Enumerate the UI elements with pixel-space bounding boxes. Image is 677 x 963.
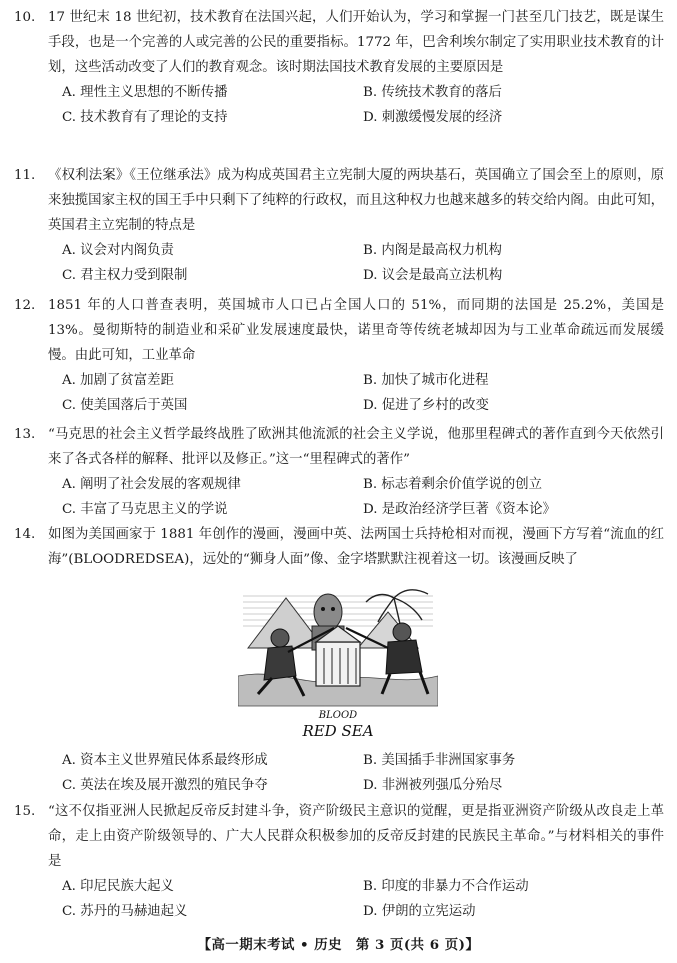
options [14, 472, 664, 522]
option-c[interactable]: C. 英法在埃及展开激烈的殖民争夺 [62, 778, 268, 793]
question-stem: 17 世纪末 18 世纪初，技术教育在法国兴起，人们开始认为，学习和掌握一门甚至几门技艺，既是谋生手段，也是一个完善的人或完善的公民的重要指标。1772 年，巴舍利埃尔制定了实用职业技术教育的计划，这些活动改变了人们的教育观念。该时期法国技术教育发展的主要原因是 [48, 10, 664, 75]
question-number: 11. [14, 168, 36, 183]
option-c[interactable]: C. 君主权力受到限制 [62, 268, 188, 283]
option-a[interactable]: A. 印尼民族大起义 [62, 879, 174, 894]
option-d[interactable]: D. 伊朗的立宪运动 [363, 904, 476, 919]
option-d[interactable]: D. 是政治经济学巨著《资本论》 [363, 502, 556, 517]
option-c[interactable]: C. 苏丹的马赫迪起义 [62, 904, 188, 919]
question-number: 12. [14, 298, 36, 313]
option-b[interactable]: B. 美国插手非洲国家事务 [363, 753, 516, 768]
question-number: 15. [14, 804, 36, 819]
option-d[interactable]: D. 议会是最高立法机构 [363, 268, 503, 283]
question-15 [14, 799, 664, 924]
page-footer: 【高一期末考试 • 历史 第 3 页(共 6 页)】 [197, 937, 480, 953]
question-stem: “这不仅指亚洲人民掀起反帝反封建斗争，资产阶级民主意识的觉醒，更是指亚洲资产阶级从改良走上革命，走上由资产阶级领导的、广大人民群众积极参加的反帝反封建的民族民主革命。”与材料相关的事件是 [48, 804, 664, 869]
option-b[interactable]: B. 标志着剩余价值学说的创立 [363, 477, 543, 492]
question-10 [14, 5, 664, 130]
question-13 [14, 422, 664, 522]
question-number: 13. [14, 427, 36, 442]
question-stem: “马克思的社会主义哲学最终战胜了欧洲其他流派的社会主义学说，他那里程碑式的著作直到今天依然引来了各式各样的解释、批评以及修正。”这一“里程碑式的著作” [48, 427, 664, 467]
option-b[interactable]: B. 印度的非暴力不合作运动 [363, 879, 529, 894]
question-14-options [14, 748, 664, 798]
question-12 [14, 293, 664, 418]
option-a[interactable]: A. 加剧了贫富差距 [62, 373, 174, 388]
options [14, 368, 664, 418]
cartoon-caption-line2: RED SEA [302, 722, 374, 740]
option-b[interactable]: B. 传统技术教育的落后 [363, 85, 502, 100]
option-c[interactable]: C. 使美国落后于英国 [62, 398, 188, 413]
question-stem: 1851 年的人口普查表明，英国城市人口已占全国人口的 51%，而同期的法国是 25.2%，美国是 13%。曼彻斯特的制造业和采矿业发展速度最快，诺里奇等传统老城却因为与工业革命疏远而发展缓慢。由此可知，工业革命 [48, 298, 664, 363]
option-d[interactable]: D. 刺激缓慢发展的经济 [363, 110, 503, 125]
option-a[interactable]: A. 资本主义世界殖民体系最终形成 [62, 753, 268, 768]
options [14, 80, 664, 130]
question-number: 10. [14, 10, 36, 25]
option-d[interactable]: D. 非洲被列强瓜分殆尽 [363, 778, 503, 793]
options [14, 238, 664, 288]
option-c[interactable]: C. 丰富了马克思主义的学说 [62, 502, 228, 517]
cartoon-caption-line1: BLOOD [318, 710, 358, 721]
question-stem: 《权利法案》《王位继承法》成为构成英国君主立宪制大厦的两块基石，英国确立了国会至上的原则，原来独揽国家主权的国王手中只剩下了纯粹的行政权，而且这种权力也越来越多的转交给内阁。由此可知，英国君主立宪制的特点是 [48, 168, 664, 233]
option-b[interactable]: B. 加快了城市化进程 [363, 373, 489, 388]
question-number: 14. [14, 527, 36, 542]
option-c[interactable]: C. 技术教育有了理论的支持 [62, 110, 228, 125]
option-a[interactable]: A. 议会对内阁负责 [62, 243, 174, 258]
cartoon-image [238, 576, 438, 744]
option-b[interactable]: B. 内阁是最高权力机构 [363, 243, 502, 258]
option-a[interactable]: A. 理性主义思想的不断传播 [62, 85, 228, 100]
question-11 [14, 163, 664, 288]
question-14 [14, 522, 664, 572]
options [14, 874, 664, 924]
question-stem: 如图为美国画家于 1881 年创作的漫画，漫画中英、法两国士兵持枪相对而视，漫画下方写着“流血的红海”(BLOODREDSEA)，远处的“狮身人面”像、金字塔默默注视着这一切。该漫画反映了 [48, 527, 664, 567]
option-d[interactable]: D. 促进了乡村的改变 [363, 398, 489, 413]
option-a[interactable]: A. 阐明了社会发展的客观规律 [62, 477, 241, 492]
options [14, 748, 664, 798]
